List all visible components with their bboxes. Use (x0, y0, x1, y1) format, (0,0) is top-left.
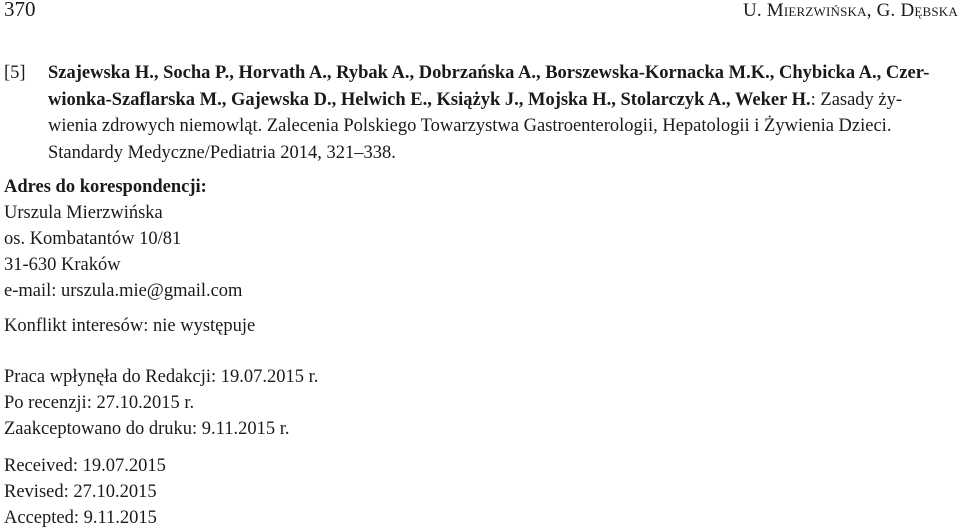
reference-authors-part-1: Szajewska H., Socha P., Horvath A., Rybak A., Dobrzańska A., Borszewska-Kornacka M.K., Chybicka A., Czer- (48, 63, 930, 83)
received-date-en: Received: 19.07.2015 (4, 456, 166, 476)
conflict-of-interest (4, 313, 255, 339)
reference-entry (4, 60, 954, 166)
correspondence-name: Urszula Mierzwińska (4, 203, 163, 223)
reference-line-3: wienia zdrowych niemowląt. Zalecenia Polskiego Towarzystwa Gastroenterologii, Hepatologii i Żywienia Dzieci. (48, 116, 892, 136)
reference-line-2 (4, 87, 954, 114)
correspondence-street: os. Kombatantów 10/81 (4, 229, 182, 249)
submission-dates-polish (4, 364, 318, 442)
conflict-text: Konflikt interesów: nie występuje (4, 316, 256, 336)
page-header (0, 0, 960, 30)
submission-dates-english (4, 453, 166, 531)
revised-date-pl: Po recenzji: 27.10.2015 r. (4, 393, 195, 413)
accepted-date-pl: Zaakceptowano do druku: 9.11.2015 r. (4, 419, 290, 439)
running-head: U. Mierzwińska, G. Dębska (742, 0, 958, 21)
accepted-date-en: Accepted: 9.11.2015 (4, 508, 157, 528)
reference-authors-part-2: wionka-Szaflarska M., Gajewska D., Helwich E., Książyk J., Mojska H., Stolarczyk A., Weker H. (48, 89, 811, 110)
correspondence-address (4, 174, 242, 304)
reference-number: [5] (4, 63, 26, 83)
correspondence-heading: Adres do korespondencji: (4, 177, 207, 197)
correspondence-email: e-mail: urszula.mie@gmail.com (4, 281, 243, 301)
reference-title-start: : Zasady ży- (810, 89, 903, 110)
reference-line-1 (4, 60, 954, 87)
revised-date-en: Revised: 27.10.2015 (4, 482, 157, 502)
page-number: 370 (4, 0, 36, 21)
reference-line-4: Standardy Medyczne/Pediatria 2014, 321–338. (48, 142, 396, 163)
received-date-pl: Praca wpłynęła do Redakcji: 19.07.2015 r. (4, 367, 319, 387)
correspondence-city: 31-630 Kraków (4, 255, 121, 275)
